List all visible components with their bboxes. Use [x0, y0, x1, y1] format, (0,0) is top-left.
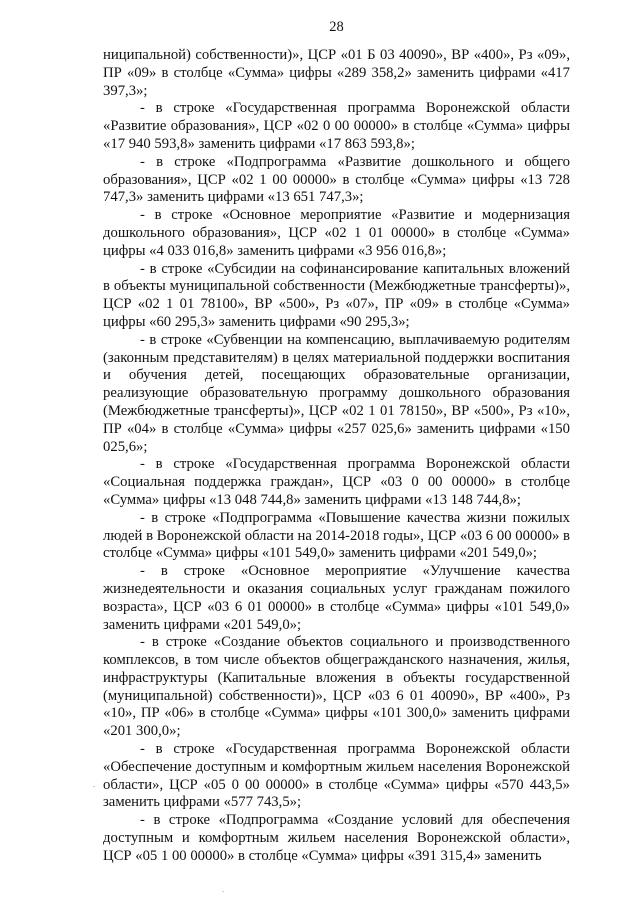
paragraph: - в строке «Государственная программа Воронежской области «Развитие образования», ЦСР «02 0 00 00000» в столбце «Сумма» цифры «17 940 593,8» заменить цифрами «17 863 593,8»; [103, 100, 570, 152]
paragraph: - в строке «Субвенции на компенсацию, выплачиваемую родителям (законным представителям) в целях материальной поддержки воспитания и обучения детей, посещающих образовательные организации, реализующие образовательную программу дошкольного образования (Межбюджетные трансферты)», ЦСР «02 1 01 78150», ВР «500», Рз «10», ПР «04» в столбце «Сумма» цифры «257 025,6» заменить цифрами «150 025,6»; [103, 331, 570, 455]
paragraph: - в строке «Подпрограмма «Развитие дошкольного и общего образования», ЦСР «02 1 00 00000» в столбце «Сумма» цифры «13 728 747,3» заменить цифрами «13 651 747,3»; [103, 153, 570, 206]
paragraph: - в строке «Государственная программа Воронежской области «Социальная поддержка граждан», ЦСР «03 0 00 00000» в столбце «Сумма» цифры «13 048 744,8» заменить цифрами «13 148 744,8»; [103, 456, 570, 508]
scan-dot-mark: . [93, 780, 95, 789]
paragraph: - в строке «Субсидии на софинансирование капитальных вложений в объекты муниципальной собственности (Межбюджетные трансферты)», ЦСР «02 1 01 78100», ВР «500», Рз «07», ПР «09» в столбце «Сумма» цифры «60 295,3» заменить цифрами «90 295,3»; [103, 260, 570, 330]
scan-dot-mark: . [222, 885, 224, 894]
paragraph: - в строке «Основное мероприятие «Развитие и модернизация дошкольного образования», ЦСР «02 1 01 00000» в столбце «Сумма» цифры «4 033 016,8» заменить цифрами «3 956 016,8»; [103, 207, 570, 259]
paragraph: - в строке «Подпрограмма «Создание условий для обеспечения доступным и комфортным жильем населения Воронежской области», ЦСР «05 1 00 00000» в столбце «Сумма» цифры «391 315,4» заменить [103, 812, 570, 864]
paragraph: ниципальной) собственности)», ЦСР «01 Б 03 40090», ВР «400», Рз «09», ПР «09» в столбце «Сумма» цифры «289 358,2» заменить цифрами «417 397,3»; [103, 47, 570, 99]
paragraph: - в строке «Подпрограмма «Повышение качества жизни пожилых людей в Воронежской области на 2014-2018 годы», ЦСР «03 6 00 00000» в столбце «Сумма» цифры «101 549,0» заменить цифрами «201 549,0»; [103, 509, 570, 562]
paragraph: - в строке «Основное мероприятие «Улучшение качества жизнедеятельности и оказания социальных услуг гражданам пожилого возраста», ЦСР «03 6 01 00000» в столбце «Сумма» цифры «101 549,0» заменить цифрами «201 549,0»; [103, 563, 570, 633]
document-body [103, 47, 570, 866]
document-page [103, 18, 570, 866]
paragraph: - в строке «Создание объектов социального и производственного комплексов, в том числе объектов общегражданского назначения, жилья, инфраструктуры (Капитальные вложения в объекты государственной (муниципальной) собственности)», ЦСР «03 6 01 40090», ВР «400», Рз «10», ПР «06» в столбце «Сумма» цифры «101 300,0» заменить цифрами «201 300,0»; [103, 634, 570, 740]
paragraph: - в строке «Государственная программа Воронежской области «Обеспечение доступным и комфортным жильем населения Воронежской области», ЦСР «05 0 00 00000» в столбце «Сумма» цифры «570 443,5» заменить цифрами «577 743,5»; [103, 741, 570, 811]
page-number: 28 [329, 19, 344, 35]
